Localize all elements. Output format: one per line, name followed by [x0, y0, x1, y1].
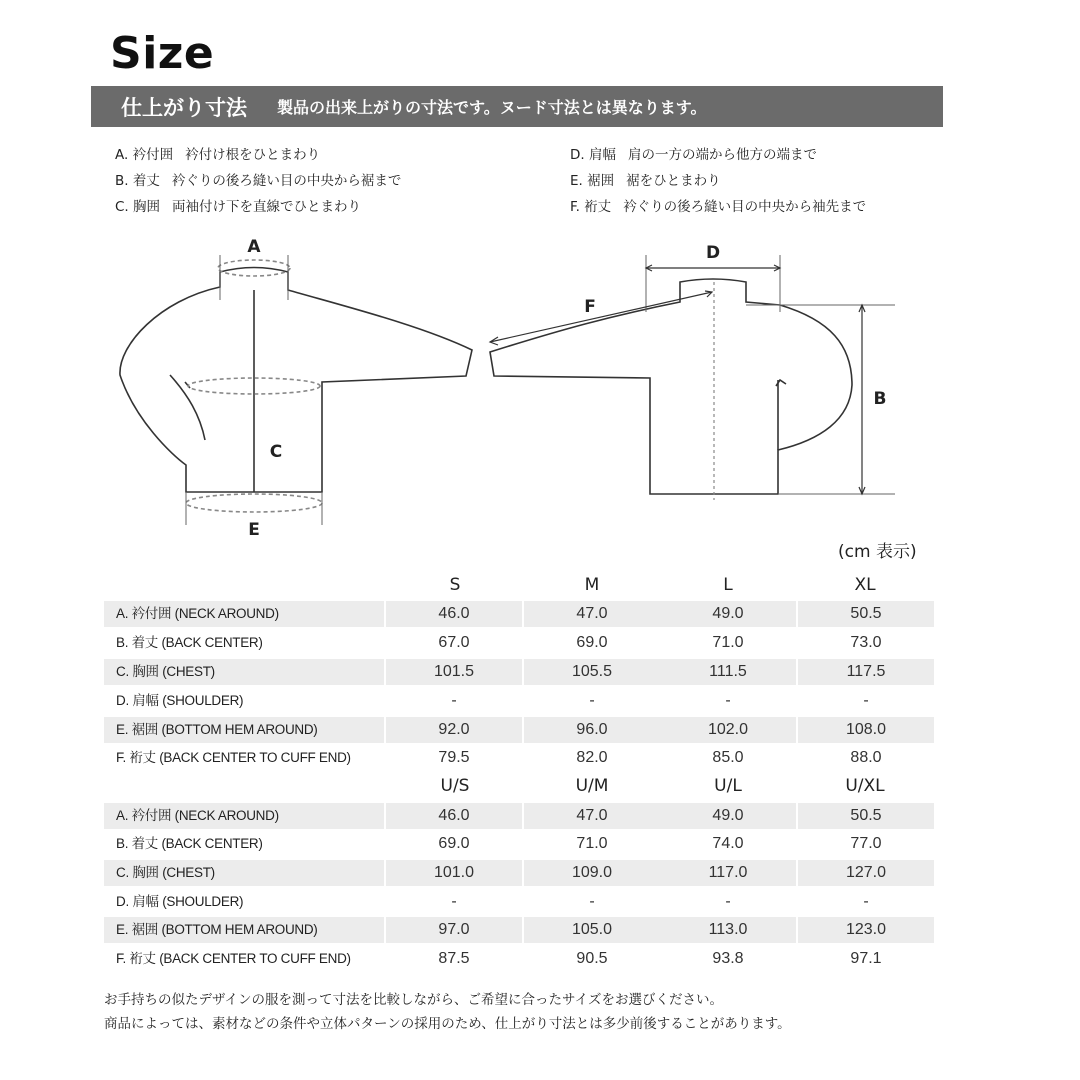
table-cell: - — [451, 893, 457, 910]
table-cell: 101.0 — [386, 860, 522, 886]
footer-note: お手持ちの似たデザインの服を測って寸法を比較しながら、ご希望に合ったサイズをお選びください。 — [104, 992, 723, 1008]
table-row — [104, 946, 934, 972]
table-cell: 117.5 — [798, 659, 934, 685]
page-title: Size — [110, 28, 215, 79]
legend-desc: 肩の一方の端から他方の端まで — [627, 147, 817, 163]
label-d: D — [705, 243, 721, 263]
table-cell: 69.0 — [576, 634, 608, 651]
table-row — [104, 688, 934, 714]
table-cell: 46.0 — [386, 601, 522, 627]
table-cell: 77.0 — [850, 835, 882, 852]
legend-key: A. 衿付囲 — [115, 147, 174, 163]
table-cell: - — [589, 692, 595, 709]
legend-desc: 裾をひとまわり — [626, 173, 721, 189]
table-row — [104, 803, 934, 829]
row-label: E. 裾囲 (BOTTOM HEM AROUND) — [104, 917, 384, 943]
table-cell: 82.0 — [576, 749, 608, 766]
table-cell: 117.0 — [660, 860, 796, 886]
table-cell: 73.0 — [850, 634, 882, 651]
table-row — [104, 630, 934, 656]
legend-desc: 両袖付け下を直線でひとまわり — [172, 199, 362, 215]
table-cell: - — [863, 893, 869, 910]
table-cell: 123.0 — [798, 917, 934, 943]
table-cell: - — [863, 692, 869, 709]
table-cell: 113.0 — [660, 917, 796, 943]
table-cell: - — [589, 893, 595, 910]
table-cell: 49.0 — [660, 803, 796, 829]
label-a: A — [247, 237, 261, 257]
table-cell: 96.0 — [524, 717, 660, 743]
row-label: F. 裄丈 (BACK CENTER TO CUFF END) — [116, 750, 351, 765]
table-cell: 105.0 — [524, 917, 660, 943]
table-cell: 92.0 — [386, 717, 522, 743]
table-cell: 93.8 — [712, 950, 744, 967]
table-cell: 71.0 — [712, 634, 744, 651]
table-cell: 47.0 — [524, 803, 660, 829]
table-cell: 109.0 — [524, 860, 660, 886]
label-b: B — [873, 389, 887, 409]
legend-key: E. 裾囲 — [570, 173, 615, 189]
table-cell: 111.5 — [660, 659, 796, 685]
size-header: U/S — [440, 776, 470, 796]
row-label: B. 着丈 (BACK CENTER) — [116, 635, 263, 650]
table-cell: 97.0 — [386, 917, 522, 943]
table-row — [104, 745, 934, 771]
row-label: B. 着丈 (BACK CENTER) — [116, 836, 263, 851]
table-cell: 74.0 — [712, 835, 744, 852]
row-label: E. 裾囲 (BOTTOM HEM AROUND) — [104, 717, 384, 743]
legend-key: B. 着丈 — [115, 173, 160, 189]
table-cell: 49.0 — [660, 601, 796, 627]
table-cell: 102.0 — [660, 717, 796, 743]
size-header: XL — [854, 575, 876, 595]
unit-note: (cm 表示) — [838, 542, 917, 562]
size-header: L — [723, 575, 733, 595]
table-row — [104, 917, 934, 943]
table-cell: 67.0 — [438, 634, 470, 651]
row-label: A. 衿付囲 (NECK AROUND) — [104, 803, 384, 829]
table-row — [104, 601, 934, 627]
table-row — [104, 860, 934, 886]
table-cell: 50.5 — [798, 601, 934, 627]
size-header: U/M — [575, 776, 609, 796]
table-cell: - — [725, 692, 731, 709]
back-view-drawing — [490, 255, 895, 500]
label-e: E — [248, 520, 260, 540]
table-cell: 46.0 — [386, 803, 522, 829]
row-label: A. 衿付囲 (NECK AROUND) — [104, 601, 384, 627]
row-label: D. 肩幅 (SHOULDER) — [116, 693, 244, 708]
banner-subtitle: 製品の出来上がりの寸法です。ヌード寸法とは異なります。 — [277, 98, 707, 117]
size-header: U/XL — [845, 776, 885, 796]
table-cell: 50.5 — [798, 803, 934, 829]
table-row — [104, 889, 934, 915]
table-cell: 71.0 — [576, 835, 608, 852]
table-cell: 87.5 — [438, 950, 470, 967]
footer-note: 商品によっては、素材などの条件や立体パターンの採用のため、仕上がり寸法とは多少前後することがあります。 — [104, 1016, 791, 1032]
table-cell: 108.0 — [798, 717, 934, 743]
table-row — [104, 831, 934, 857]
row-label: C. 胸囲 (CHEST) — [104, 860, 384, 886]
legend-desc: 衿ぐりの後ろ縫い目の中央から袖先まで — [623, 199, 867, 215]
table-cell: 101.5 — [386, 659, 522, 685]
row-label: C. 胸囲 (CHEST) — [104, 659, 384, 685]
legend-desc: 衿ぐりの後ろ縫い目の中央から裾まで — [171, 173, 402, 189]
row-label: D. 肩幅 (SHOULDER) — [116, 894, 244, 909]
size-header: M — [584, 575, 600, 595]
table-cell: 85.0 — [712, 749, 744, 766]
table-cell: 88.0 — [850, 749, 882, 766]
table-row — [104, 717, 934, 743]
size-header: U/L — [714, 776, 742, 796]
table-cell: 127.0 — [798, 860, 934, 886]
front-view-drawing — [120, 255, 472, 525]
legend-key: C. 胸囲 — [115, 199, 161, 215]
row-label: F. 裄丈 (BACK CENTER TO CUFF END) — [116, 951, 351, 966]
legend-key: D. 肩幅 — [570, 147, 616, 163]
legend-key: F. 裄丈 — [570, 199, 612, 215]
table-cell: - — [451, 692, 457, 709]
table-cell: 47.0 — [524, 601, 660, 627]
label-f: F — [584, 297, 596, 317]
legend-desc: 衿付け根をひとまわり — [185, 147, 321, 163]
table-row — [104, 659, 934, 685]
banner-title: 仕上がり寸法 — [121, 95, 247, 120]
table-cell: 79.5 — [438, 749, 470, 766]
table-cell: 105.5 — [524, 659, 660, 685]
table-cell: - — [725, 893, 731, 910]
size-header: S — [449, 575, 461, 595]
label-c: C — [269, 442, 283, 462]
table-cell: 69.0 — [438, 835, 470, 852]
table-cell: 90.5 — [576, 950, 608, 967]
table-cell: 97.1 — [850, 950, 882, 967]
